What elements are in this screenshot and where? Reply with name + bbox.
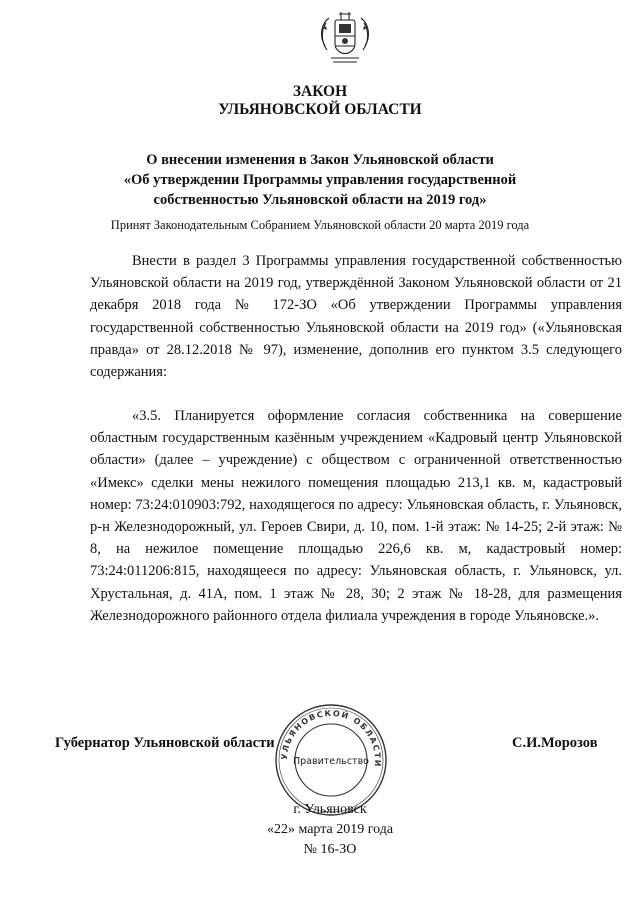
footer (0, 800, 640, 860)
footer-date: «22» марта 2019 года (266, 822, 394, 837)
footer-number: № 16-ЗО (303, 842, 357, 857)
signatory-name: С.И.Морозов (512, 735, 598, 751)
region-title: УЛЬЯНОВСКОЙ ОБЛАСТИ (218, 101, 422, 118)
body-paragraph-2: «3.5. Планируется оформление согласия собственника на совершение областным государственным казённым учреждением «Кадровый центр Ульяновской области» (далее – учреждение) с обществом с ограниченной ответственностью «Имекс» сделки мены нежилого помещения площадью 213,1 кв. м, кадастровый номер: 73:24:010903:792, находящегося по адресу: Ульяновская область, г. Ульяновск, р-н Железнодорожный, ул. Героев Свири, д. 10, пом. 1-й этаж: № 14-25; 2-й этаж: № 8, на нежилое помещение площадью 226,6 кв. м, кадастровый номер: 73:24:011206:815, находящееся по адресу: Ульяновская область, г. Ульяновск, ул. Хрустальная, д. 41А, пом. 1 этаж № 28, 30; 2 этаж № 18-28, для размещения Железнодорожного районного отдела филиала учреждения в городе Ульяновске.». (90, 408, 622, 624)
subject-line-2: «Об утверждении Программы управления государственной (123, 172, 517, 188)
signatory-position: Губернатор Ульяновской области (55, 735, 275, 751)
footer-city: г. Ульяновск (293, 802, 367, 817)
law-title: ЗАКОН (292, 83, 348, 100)
subject-line-1: О внесении изменения в Закон Ульяновской области (146, 152, 494, 168)
subject-line-3: собственностью Ульяновской области на 2019 год» (153, 192, 487, 208)
adoption-note: Принят Законодательным Собранием Ульяновской области 20 марта 2019 года (110, 218, 530, 232)
body-paragraph-1: Внести в раздел 3 Программы управления государственной собственностью Ульяновской области на 2019 год, утверждённой Законом Ульяновской области от 21 декабря 2018 года № 172-ЗО «Об утверждении Программы управления государственной собственностью Ульяновской области на 2019 год» («Ульяновская правда» от 28.12.2018 № 97), изменение, дополнив его пунктом 3.5 следующего содержания: (90, 253, 622, 381)
stamp-label: Правительство (293, 756, 369, 767)
coat-of-arms-icon (313, 6, 377, 70)
stamp-ring-text: УЛЬЯНОВСКОЙ ОБЛАСТИ (279, 708, 383, 769)
